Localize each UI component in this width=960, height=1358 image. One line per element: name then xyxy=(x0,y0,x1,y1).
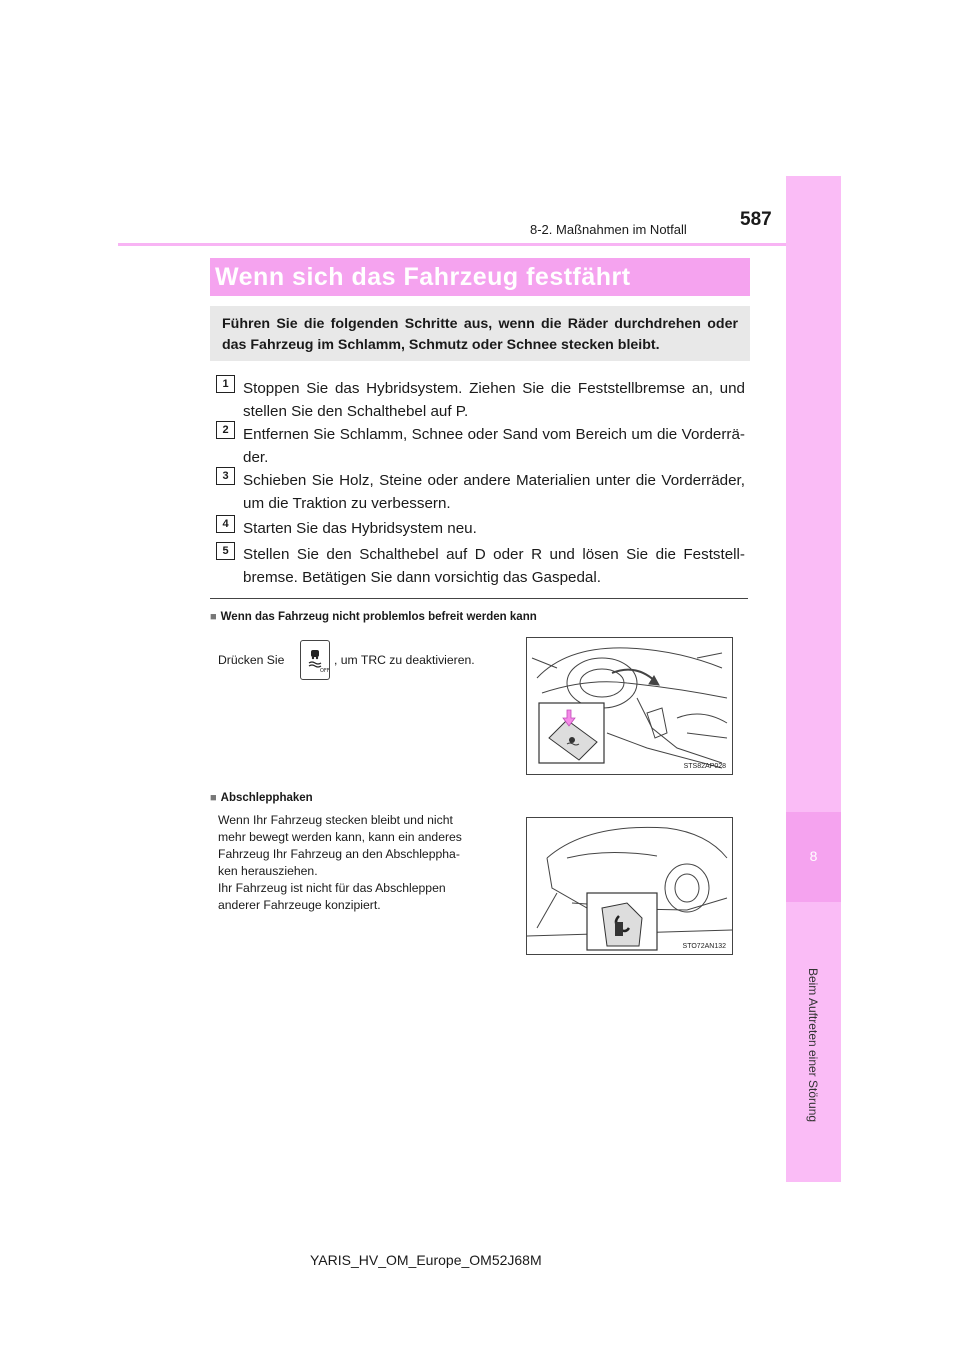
tow-heading-text: Abschlepphaken xyxy=(220,792,313,804)
trc-heading xyxy=(210,611,537,623)
dashboard-illustration xyxy=(527,638,732,774)
tow-text-line: anderer Fahrzeuge konzipiert. xyxy=(218,898,381,912)
step-number-3: 3 xyxy=(216,467,235,485)
tow-figure-code: STO72AN132 xyxy=(682,943,726,950)
tow-text-line: Wenn Ihr Fahrzeug stecken bleibt und nicht xyxy=(218,813,453,827)
trc-text-before: Drücken Sie xyxy=(218,653,285,667)
square-bullet-icon: ■ xyxy=(210,792,217,804)
step-text-2: Entfernen Sie Schlamm, Schnee oder Sand vom Bereich um die Vorderrä-der. xyxy=(243,426,745,466)
step-text-4: Starten Sie das Hybridsystem neu. xyxy=(243,520,477,537)
section-divider xyxy=(210,598,748,599)
square-bullet-icon: ■ xyxy=(210,611,217,623)
tow-heading xyxy=(210,792,313,804)
trc-heading-text: Wenn das Fahrzeug nicht problemlos befreit werden kann xyxy=(220,611,537,623)
trc-text-after: , um TRC zu deaktivieren. xyxy=(334,653,475,667)
section-reference: 8-2. Maßnahmen im Notfall xyxy=(530,222,687,237)
tow-hook-figure xyxy=(526,817,733,955)
trc-switch-figure xyxy=(526,637,733,775)
intro-text: Führen Sie die folgenden Schritte aus, wenn die Räder durchdrehen oder das Fahrzeug im Schlamm, Schmutz oder Schnee stecken bleibt. xyxy=(222,316,738,353)
document-footer: YARIS_HV_OM_Europe_OM52J68M xyxy=(310,1252,542,1268)
step-text-5: Stellen Sie den Schalthebel auf D oder R und lösen Sie die Feststell-bremse. Betätigen Sie dann vorsichtig das Gaspedal. xyxy=(243,546,745,586)
step-text-3: Schieben Sie Holz, Steine oder andere Materialien unter die Vorderräder, um die Traktion zu verbessern. xyxy=(243,472,745,512)
side-tab-upper xyxy=(786,176,841,812)
chapter-number: 8 xyxy=(809,848,818,864)
step-number-5: 5 xyxy=(216,542,235,560)
tow-text xyxy=(218,812,518,914)
step-number-2: 2 xyxy=(216,421,235,439)
header-rule xyxy=(118,243,841,246)
step-text-1: Stoppen Sie das Hybridsystem. Ziehen Sie die Feststellbremse an, und stellen Sie den Schalthebel auf P. xyxy=(243,380,745,420)
chapter-title: Beim Auftreten einer Störung xyxy=(806,967,820,1123)
step-number-4: 4 xyxy=(216,515,235,533)
step-number-1: 1 xyxy=(216,375,235,393)
trc-off-button-icon xyxy=(300,640,330,680)
tow-text-line: Fahrzeug Ihr Fahrzeug an den Abschleppha- xyxy=(218,847,460,861)
tow-text-line: Ihr Fahrzeug ist nicht für das Abschleppen xyxy=(218,881,446,895)
svg-text:OFF: OFF xyxy=(320,668,329,674)
trc-figure-code: STS82AP028 xyxy=(683,763,726,770)
tow-text-line: mehr bewegt werden kann, kann ein anderes xyxy=(218,830,462,844)
tow-text-line: ken herausziehen. xyxy=(218,864,318,878)
tow-hook-illustration xyxy=(527,818,732,954)
page-number: 587 xyxy=(740,209,772,230)
page-title: Wenn sich das Fahrzeug festfährt xyxy=(215,263,631,291)
